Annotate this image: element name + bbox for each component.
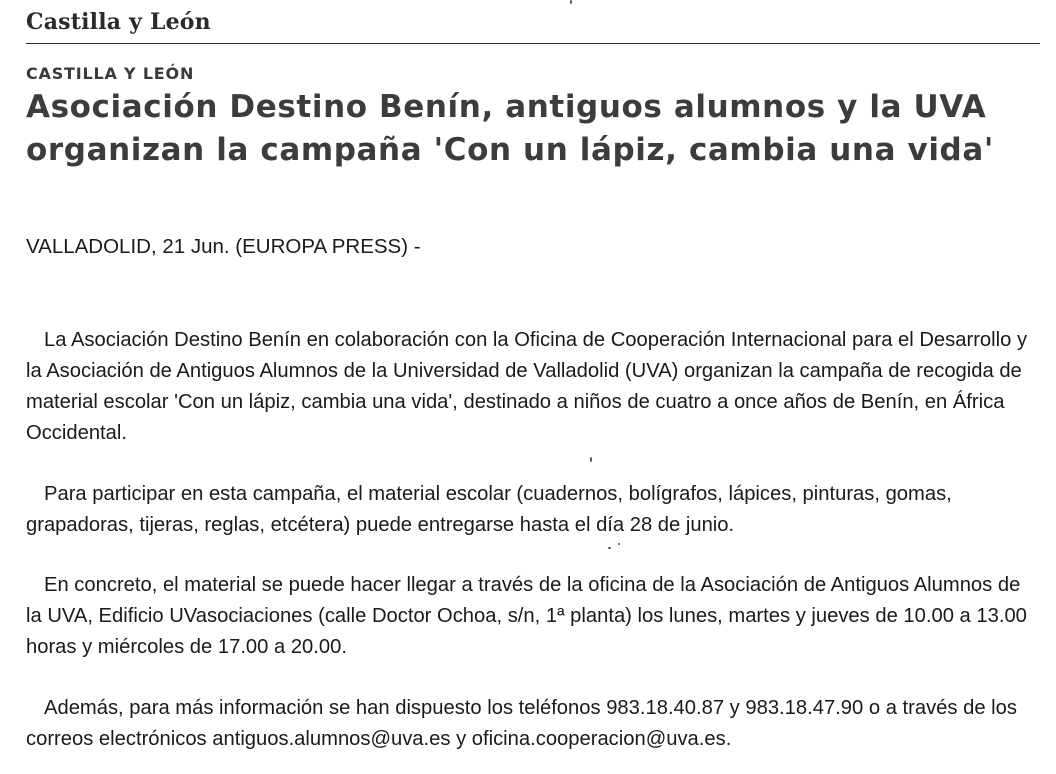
article-dateline: VALLADOLID, 21 Jun. (EUROPA PRESS) - [26, 235, 421, 258]
scan-speck [618, 543, 620, 545]
scan-speck [570, 0, 572, 4]
article-paragraph: La Asociación Destino Benín en colaboración con la Oficina de Cooperación Internacional para el Desarrollo y la Asociación de Antiguos Alumnos de la Universidad de Valladolid (UVA) organizan la campaña de recogida de material escolar 'Con un lápiz, cambia una vida', destinado a niños de cuatro a once años de Benín, en África Occidental. [26, 329, 1028, 444]
article-kicker: CASTILLA Y LEÓN [26, 64, 195, 83]
header-divider [26, 43, 1040, 44]
article-paragraph: Además, para más información se han dispuesto los teléfonos 983.18.40.87 y 983.18.47.90 o a través de los correos electrónicos antiguos.alumnos@uva.es y oficina.cooperacion@uva.es. [26, 697, 1017, 750]
scan-speck [590, 457, 592, 462]
section-header: Castilla y León [26, 9, 211, 35]
scan-speck [608, 547, 611, 549]
article-headline: Asociación Destino Benín, antiguos alumnos y la UVA organizan la campaña 'Con un lápiz, cambia una vida' [26, 89, 994, 168]
article-paragraph: En concreto, el material se puede hacer llegar a través de la oficina de la Asociación de Antiguos Alumnos de la UVA, Edificio UVasociaciones (calle Doctor Ochoa, s/n, 1ª planta) los lunes, martes y jueves de 10.00 a 13.00 horas y miércoles de 17.00 a 20.00. [26, 574, 1027, 658]
article-paragraph: Para participar en esta campaña, el material escolar (cuadernos, bolígrafos, lápices, pinturas, gomas, grapadoras, tijeras, reglas, etcétera) puede entregarse hasta el día 28 de junio. [26, 483, 952, 536]
